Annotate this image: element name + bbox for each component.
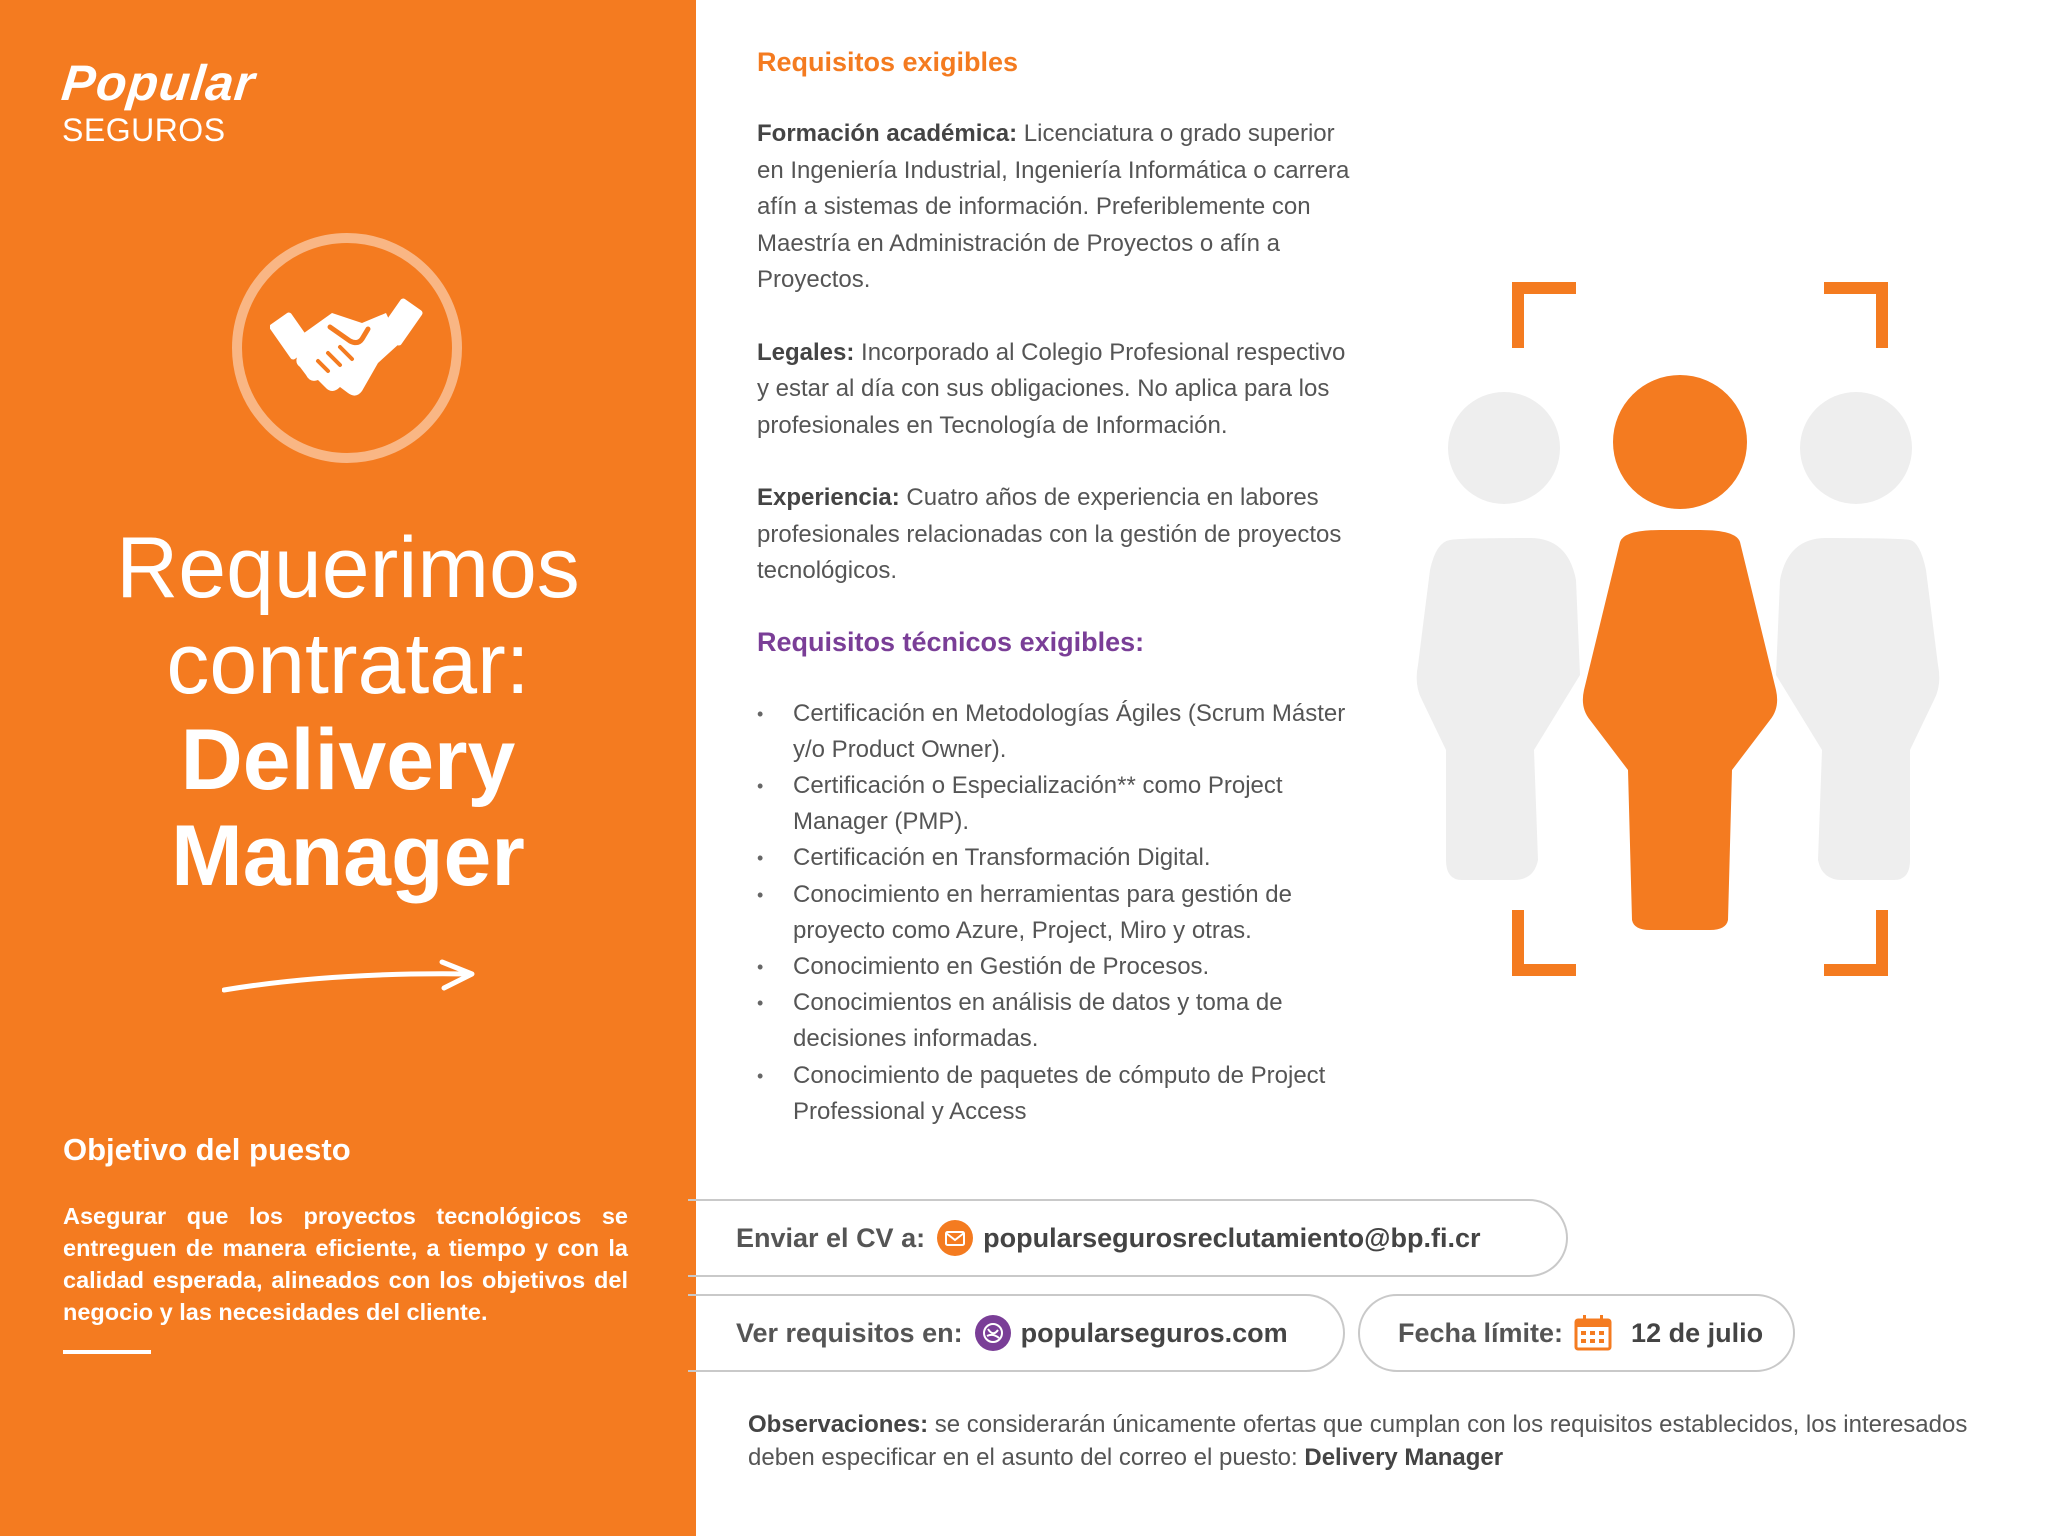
person-icon [1583, 375, 1777, 930]
observations-label: Observaciones: [748, 1411, 929, 1438]
deadline-pill [1358, 1294, 1795, 1372]
arrow-right-icon [222, 958, 482, 1008]
headline [40, 520, 656, 904]
legales-paragraph [757, 335, 1357, 445]
experiencia-paragraph [757, 480, 1357, 590]
team-illustration [1410, 280, 1970, 1000]
cv-label: Enviar el CV a: [736, 1222, 926, 1253]
handshake-icon [270, 283, 425, 413]
list-item: • Conocimiento en herramientas para gestión de proyecto como Azure, Project, Miro y otras. [757, 877, 1357, 949]
cv-email-pill[interactable] [688, 1199, 1568, 1277]
objective-text: Asegurar que los proyectos tecnológicos se entreguen de manera eficiente, a tiempo y con la calidad esperada, alineados con los objetivos del negocio y las necesidades del cliente. [63, 1203, 628, 1325]
experiencia-label: Experiencia: [757, 484, 900, 511]
list-item: • Certificación o Especialización** como Project Manager (PMP). [757, 768, 1357, 840]
cv-email-link[interactable]: popularsegurosreclutamiento@bp.fi.cr [983, 1222, 1481, 1253]
headline-line2: contratar: [166, 616, 530, 712]
popular-seguros-logo [59, 55, 259, 148]
calendar-icon [1573, 1314, 1613, 1352]
headline-line4: Manager [171, 808, 525, 904]
list-item: • Conocimientos en análisis de datos y toma de decisiones informadas. [757, 985, 1357, 1057]
handshake-circle [232, 233, 462, 463]
legales-text: Incorporado al Colegio Profesional respectivo y estar al día con sus obligaciones. No aplica para los profesionales en Tecnología de Información. [757, 338, 1346, 439]
logo-name: Popular [59, 55, 259, 111]
headline-line1: Requerimos [116, 520, 580, 616]
requirements-title: Requisitos exigibles [757, 47, 1019, 77]
person-icon [1417, 392, 1580, 880]
person-icon [1776, 392, 1939, 880]
formacion-paragraph [757, 116, 1357, 299]
deadline-value: 12 de julio [1631, 1317, 1764, 1348]
envelope-icon [937, 1220, 973, 1256]
website-pill[interactable] [688, 1294, 1345, 1372]
left-panel [0, 0, 696, 1536]
legales-label: Legales: [757, 338, 855, 366]
objective-title: Objetivo del puesto [63, 1132, 351, 1167]
headline-line3: Delivery [180, 712, 516, 808]
technical-list [757, 696, 1357, 1130]
list-item: • Conocimiento de paquetes de cómputo de Project Professional y Access [757, 1058, 1357, 1130]
list-item: • Certificación en Transformación Digital. [757, 840, 1357, 876]
globe-icon [975, 1315, 1011, 1351]
formacion-text: Licenciatura o grado superior en Ingeniería Industrial, Ingeniería Informática o carrera afín a sistemas de información. Preferiblemente con Maestría en Administración de Proyectos o afín a Proyectos. [757, 120, 1350, 293]
observations [748, 1408, 1988, 1474]
deadline-label: Fecha límite: [1398, 1317, 1564, 1348]
observations-text: se considerarán únicamente ofertas que cumplan con los requisitos establecidos, los interesados deben especificar en el asunto del correo el puesto: [748, 1411, 1968, 1471]
web-label: Ver requisitos en: [736, 1317, 963, 1348]
list-item: • Certificación en Metodologías Ágiles (Scrum Máster y/o Product Owner). [757, 696, 1357, 768]
technical-title: Requisitos técnicos exigibles: [757, 626, 1145, 657]
website-link[interactable]: popularseguros.com [1020, 1317, 1288, 1348]
experiencia-text: Cuatro años de experiencia en labores profesionales relacionadas con la gestión de proyectos tecnológicos. [757, 484, 1342, 584]
requirements-section [757, 44, 1357, 1130]
list-item: • Conocimiento en Gestión de Procesos. [757, 949, 1357, 985]
logo-sub: SEGUROS [62, 112, 226, 148]
divider [63, 1350, 151, 1354]
formacion-label: Formación académica: [757, 120, 1018, 147]
observations-position: Delivery Manager [1304, 1444, 1504, 1471]
